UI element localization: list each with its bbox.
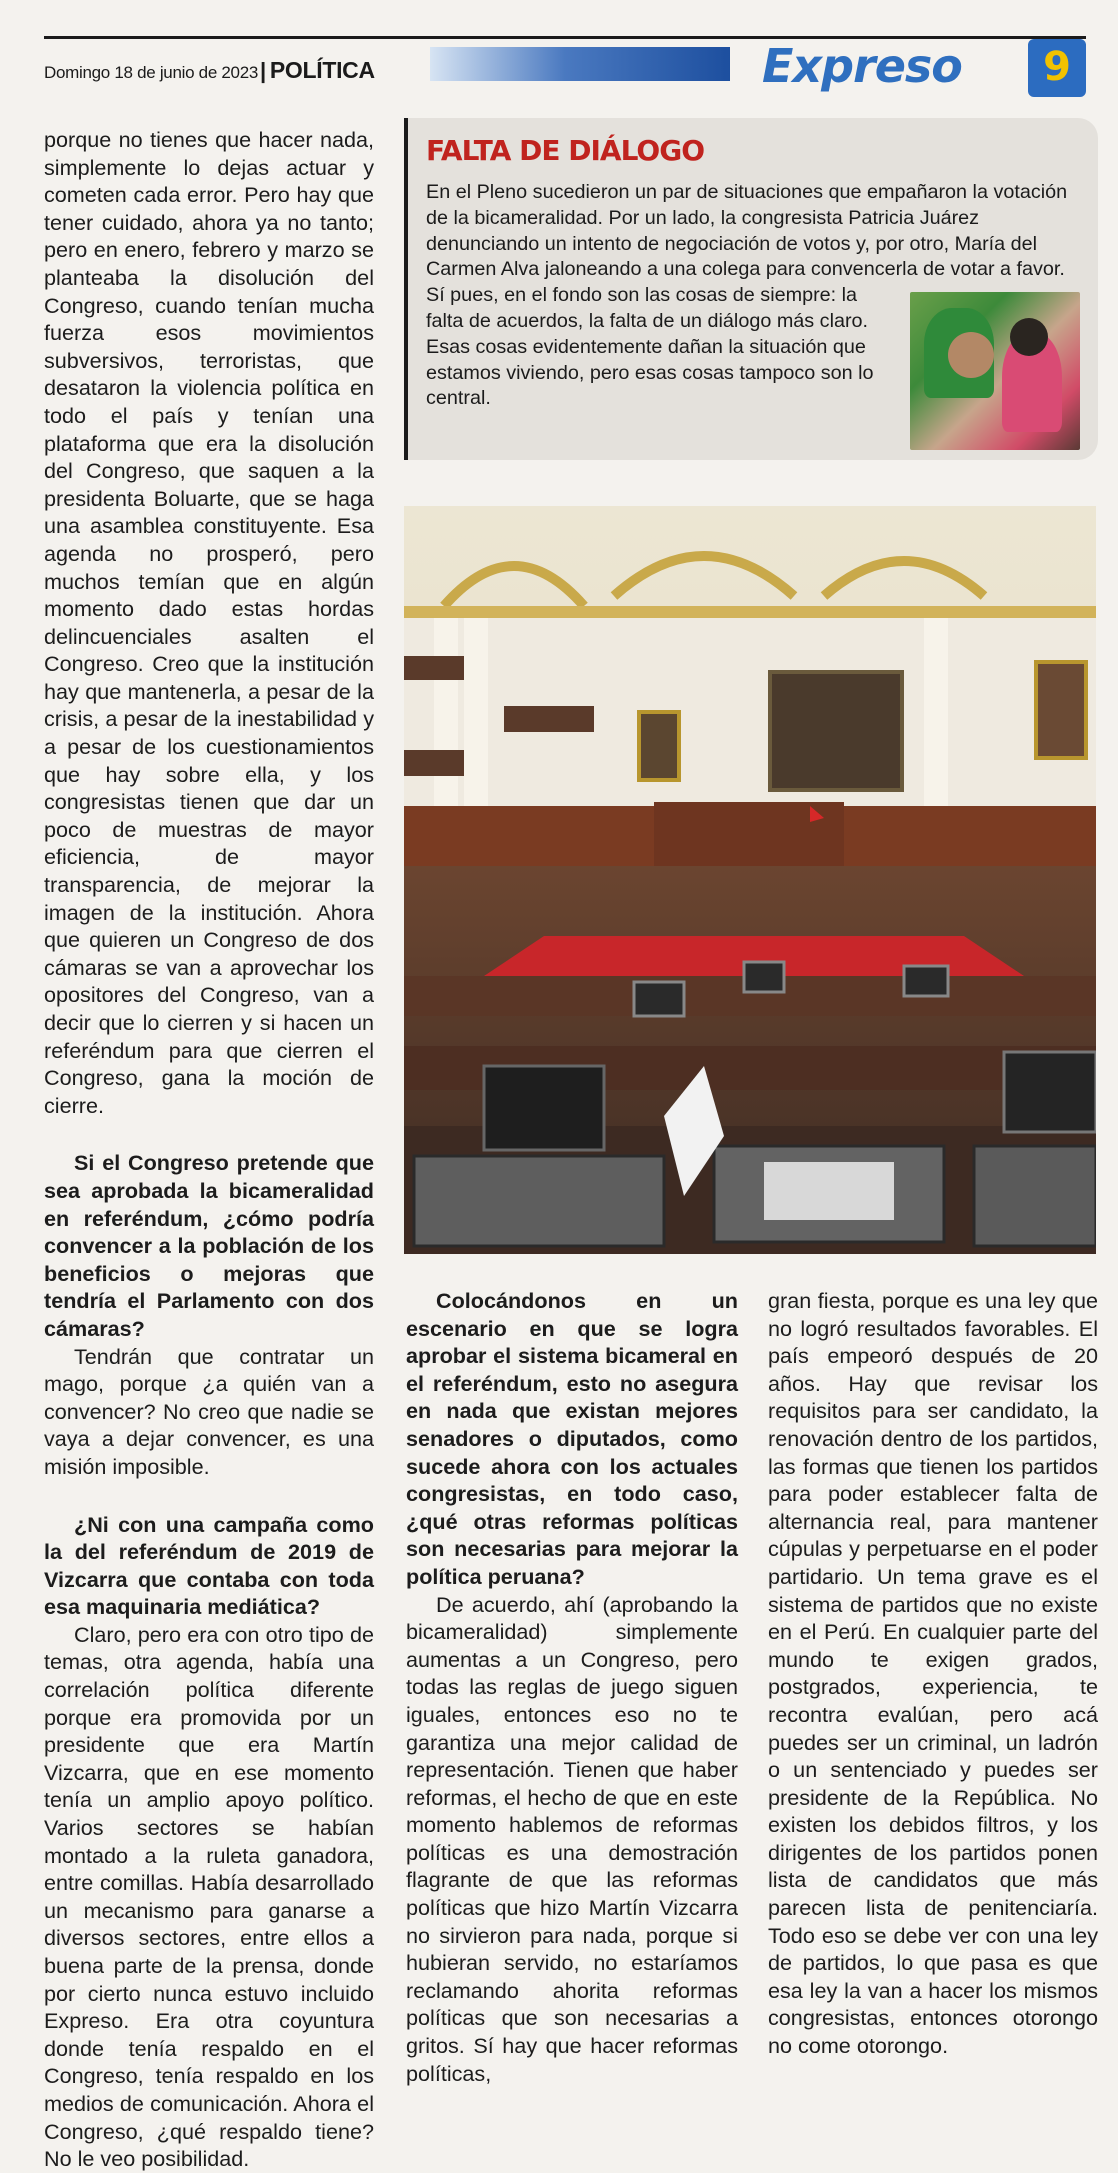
header-decorative-bar bbox=[430, 47, 730, 81]
issue-date: Domingo 18 de junio de 2023 bbox=[44, 63, 259, 82]
sidebar-paragraph: En el Pleno sucedieron un par de situaciones que empañaron la votación de la bicameralidad. Por un lado, la congresista Patricia Juárez denunciando un intento de negociación de votos y, por otro, María del Carmen Alva jaloneando a una colega para convencerla de votar a favor. bbox=[426, 181, 1068, 281]
right-column bbox=[768, 1287, 1098, 2060]
congress-chamber-photo bbox=[404, 506, 1096, 1254]
dateline bbox=[44, 57, 375, 84]
page-number-badge: 9 bbox=[1028, 39, 1086, 97]
paragraph: Claro, pero era con otro tipo de temas, otra agenda, había una correlación política diferente porque era promovida por un presidente que era Martín Vizcarra, que en ese momento tenía un amplio apoyo político. Varios sectores se habían montado a la ruleta ganadora, entre comillas. Había desarrollado un mecanismo para ganarse a diversos sectores, entre ellos a buena parte de la prensa, donde por cierto nunca estuvo incluido Expreso. Era otra coyuntura donde tenía respaldo en el Congreso, tenía respaldo en los medios de comunicación. Ahora el Congreso, ¿qué respaldo tiene? No le veo posibilidad. bbox=[44, 1621, 374, 2172]
section-name: POLÍTICA bbox=[269, 57, 375, 83]
interview-question: ¿Ni con una campaña como la del referéndum de 2019 de Vizcarra que contaba con toda esa maquinaria mediática? bbox=[44, 1511, 374, 1620]
sidebar-paragraph: Sí pues, en el fondo son las cosas de siempre: la falta de acuerdos, la falta de un diálogo más claro. Esas cosas evidentemente dañan la situación que estamos viviendo, pero esas cosas tampoco son lo central. bbox=[426, 284, 874, 410]
left-column bbox=[44, 126, 374, 2173]
sidebar-photo bbox=[910, 292, 1080, 450]
paragraph: Tendrán que contratar un mago, porque ¿a quién van a convencer? No creo que nadie se vaya a dejar convencer, es una misión imposible. bbox=[44, 1343, 374, 1479]
chamber-illustration bbox=[404, 506, 1096, 1254]
newspaper-logo: Expreso bbox=[762, 39, 962, 93]
middle-column bbox=[406, 1287, 738, 2087]
paragraph: gran fiesta, porque es una ley que no logró resultados favorables. El país empeoró después de 20 años. Hay que revisar los requisitos para ser candidato, la renovación dentro de los partidos, las formas que tienen los partidos para poder establecer falta de alternancia real, para mantener cúpulas y perpetuarse en el poder partidario. Un tema grave es el sistema de partidos que no existe en el Perú. En cualquier parte del mundo te exigen grados, postgrados, experiencia, te recontra evalúan, pero acá puedes ser un criminal, un ladrón o un sentenciado y puedes ser presidente de la República. No existen los debidos filtros, y los dirigentes de los partidos ponen lista de candidatos que más parecen lista de penitenciaría. Todo eso se debe ver con una ley de partidos, lo que pasa es que esa ley la van a hacer los mismos congresistas, entonces otorongo no come otorongo. bbox=[768, 1288, 1098, 2059]
paragraph: De acuerdo, ahí (aprobando la bicameralidad) simplemente aumentas a un Congreso, pero todas las reglas de juego siguen iguales, entonces eso no te garantiza una mejor calidad de representación. Tienen que haber reformas, el hecho de que en este momento hablemos de reformas políticas es una demostración flagrante de que las reformas políticas que hizo Martín Vizcarra no sirvieron para nada, porque si hubieran servido, no estaríamos reclamando ahorita reformas políticas que son necesarias a gritos. Sí hay que hacer reformas políticas, bbox=[406, 1591, 738, 2086]
interview-question: Colocándonos en un escenario en que se logra aprobar el sistema bicameral en el referéndum, esto no asegura en nada que existan mejores senadores o diputados, como sucede ahora con los actuales congresistas, en todo caso, ¿qué otras reformas políticas son necesarias para mejorar la política peruana? bbox=[406, 1288, 738, 1589]
header-separator: | bbox=[260, 58, 266, 83]
paragraph: porque no tienes que hacer nada, simplemente lo dejas actuar y cometen cada error. Pero hay que tener cuidado, ahora ya no tanto; pero en enero, febrero y marzo se planteaba la disolución del Congreso, cuando tenían mucha fuerza esos movimientos subversivos, terroristas, que desataron la violencia política en todo el país y tenían una plataforma que era la disolución del Congreso, que saquen a la presidenta Boluarte, que se haga una asamblea constituyente. Esa agenda no prosperó, pero muchos temían que en algún momento dado estas hordas delincuenciales asalten el Congreso. Creo que la institución hay que mantenerla, a pesar de la crisis, a pesar de la inestabilidad y a pesar de los cuestionamientos que hay sobre ella, y los congresistas tienen que dar un poco de muestras de mayor eficiencia, de mayor transparencia, de mejorar la imagen de la institución. Ahora que quieren un Congreso de dos cámaras se van a aprovechar los opositores del Congreso, van a decir que lo cierren y si hacen un referéndum para que cierren el Congreso, gana la moción de cierre. bbox=[44, 127, 374, 1118]
page-header bbox=[44, 36, 1086, 99]
interview-question: Si el Congreso pretende que sea aprobada la bicameralidad en referéndum, ¿cómo podría convencer a la población de los beneficios o mejoras que tendría el Parlamento con dos cámaras? bbox=[44, 1150, 374, 1341]
sidebar-title: FALTA DE DIÁLOGO bbox=[426, 134, 705, 167]
sidebar-box bbox=[404, 118, 1098, 460]
